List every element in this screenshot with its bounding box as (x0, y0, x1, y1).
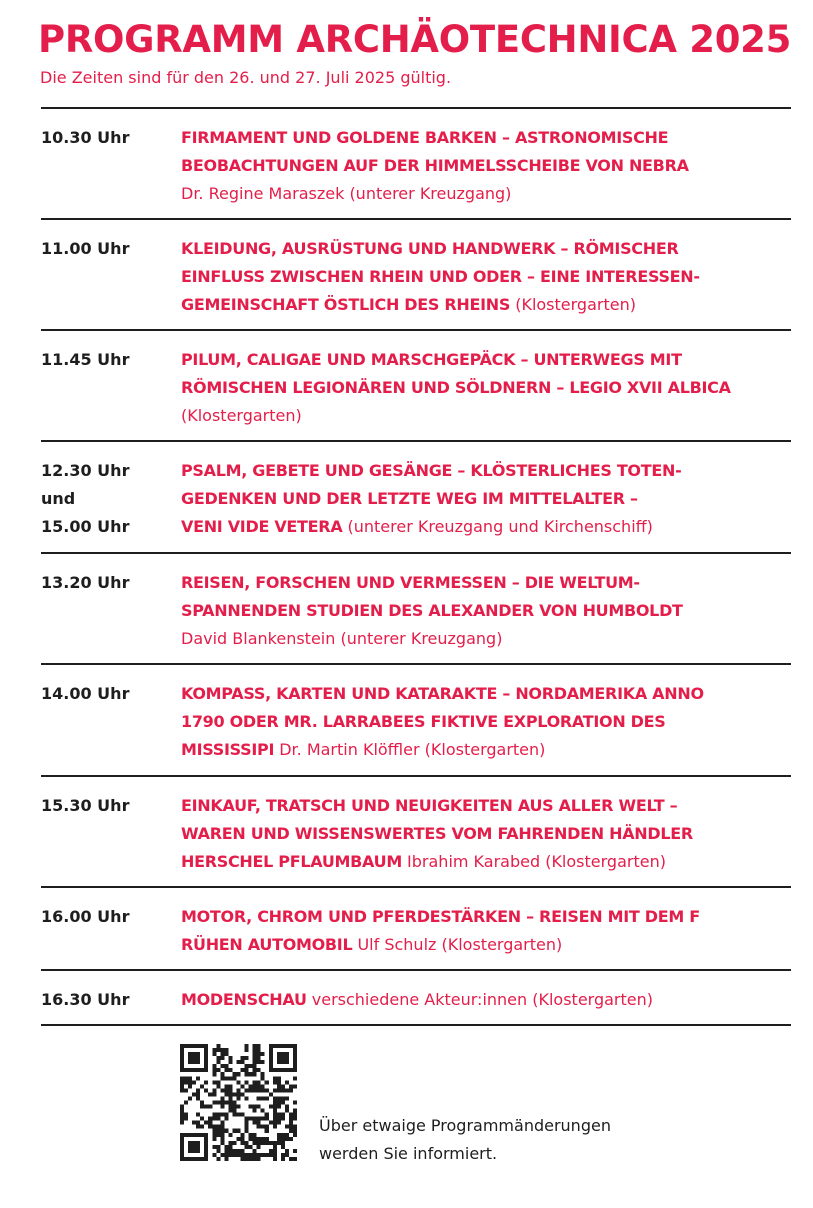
event-title: BEOBACHTUNGEN AUF DER HIMMELSSCHEIBE VON NEBRA (181, 156, 689, 175)
description-line (181, 180, 793, 208)
description-line (181, 235, 793, 263)
event-title: KOMPASS, KARTEN UND KATARAKTE – NORDAMERIKA ANNO (181, 684, 704, 703)
time-line: 15.30 Uhr (41, 796, 130, 815)
program-time (41, 986, 161, 1014)
event-title: FIRMAMENT UND GOLDENE BARKEN – ASTRONOMISCHE (181, 128, 669, 147)
page-title: PROGRAMM ARCHÄOTECHNICA 2025 (38, 18, 792, 61)
event-title: GEMEINSCHAFT ÖSTLICH DES RHEINS (181, 295, 511, 314)
description-line (181, 513, 793, 541)
event-title: REISEN, FORSCHEN UND VERMESSEN – DIE WELTUM- (181, 573, 640, 592)
note-line: werden Sie informiert. (319, 1144, 498, 1163)
time-line: und (41, 489, 76, 508)
description-line (181, 792, 793, 820)
description-line (181, 597, 793, 625)
event-title: HERSCHEL PFLAUMBAUM (181, 852, 402, 871)
description-line (181, 152, 793, 180)
event-details: Ulf Schulz (Klostergarten) (352, 935, 563, 954)
event-title: MODENSCHAU (181, 990, 307, 1009)
description-line (181, 820, 793, 848)
description-line (181, 986, 793, 1014)
event-details: Ibrahim Karabed (Klostergarten) (401, 852, 666, 871)
program-description (181, 680, 793, 764)
row-divider (41, 1024, 791, 1026)
description-line (181, 708, 793, 736)
event-title: VENI VIDE VETERA (181, 517, 343, 536)
description-line (181, 263, 793, 291)
program-time (41, 569, 161, 597)
program-description (181, 792, 793, 876)
row-divider (41, 886, 791, 888)
program-description (181, 235, 793, 319)
program-time (41, 680, 161, 708)
program-description (181, 457, 793, 541)
description-line (181, 485, 793, 513)
event-title: PILUM, CALIGAE UND MARSCHGEPÄCK – UNTERWEGS MIT (181, 350, 682, 369)
row-divider (41, 107, 791, 109)
program-time (41, 792, 161, 820)
program-description (181, 903, 793, 959)
program-time (41, 346, 161, 374)
program-time (41, 235, 161, 263)
description-line (181, 931, 793, 959)
row-divider (41, 329, 791, 331)
event-details: Dr. Regine Maraszek (unterer Kreuzgang) (181, 184, 512, 203)
event-details: Dr. Martin Klöffler (Klostergarten) (274, 740, 546, 759)
program-description (181, 346, 793, 430)
row-divider (41, 552, 791, 554)
event-title: MISSISSIPI (181, 740, 275, 759)
time-line: 11.00 Uhr (41, 239, 130, 258)
program-description (181, 569, 793, 653)
event-details: (Klostergarten) (181, 406, 302, 425)
page-subtitle: Die Zeiten sind für den 26. und 27. Juli 2025 gültig. (40, 68, 452, 87)
note-line: Über etwaige Programmänderungen (319, 1116, 611, 1135)
time-line: 10.30 Uhr (41, 128, 130, 147)
program-time (41, 457, 161, 541)
event-title: WAREN UND WISSENSWERTES VOM FAHRENDEN HÄNDLER (181, 824, 693, 843)
event-title: PSALM, GEBETE UND GESÄNGE – KLÖSTERLICHES TOTEN- (181, 461, 682, 480)
description-line (181, 374, 793, 402)
program-time (41, 903, 161, 931)
description-line (181, 625, 793, 653)
time-line: 11.45 Uhr (41, 350, 130, 369)
row-divider (41, 775, 791, 777)
description-line (181, 680, 793, 708)
time-line: 12.30 Uhr (41, 461, 130, 480)
program-time (41, 124, 161, 152)
time-line: 16.30 Uhr (41, 990, 130, 1009)
program-description (181, 124, 793, 208)
event-title: KLEIDUNG, AUSRÜSTUNG UND HANDWERK – RÖMISCHER (181, 239, 679, 258)
time-line: 13.20 Uhr (41, 573, 130, 592)
description-line (181, 736, 793, 764)
event-title: SPANNENDEN STUDIEN DES ALEXANDER VON HUMBOLDT (181, 601, 683, 620)
description-line (181, 903, 793, 931)
event-title: RÜHEN AUTOMOBIL (181, 935, 353, 954)
row-divider (41, 440, 791, 442)
event-title: EINKAUF, TRATSCH UND NEUIGKEITEN AUS ALLER WELT – (181, 796, 678, 815)
event-details: David Blankenstein (unterer Kreuzgang) (181, 629, 503, 648)
description-line (181, 346, 793, 374)
program-description (181, 986, 793, 1014)
time-line: 15.00 Uhr (41, 517, 130, 536)
description-line (181, 848, 793, 876)
description-line (181, 124, 793, 152)
event-details: verschiedene Akteur:innen (Klostergarten) (306, 990, 653, 1009)
time-line: 14.00 Uhr (41, 684, 130, 703)
time-line: 16.00 Uhr (41, 907, 130, 926)
program-change-note (319, 1112, 611, 1168)
row-divider (41, 969, 791, 971)
event-details: (unterer Kreuzgang und Kirchenschiff) (342, 517, 653, 536)
event-title: MOTOR, CHROM UND PFERDESTÄRKEN – REISEN MIT DEM F (181, 907, 700, 926)
description-line (181, 569, 793, 597)
row-divider (41, 663, 791, 665)
event-details: (Klostergarten) (510, 295, 636, 314)
event-title: EINFLUSS ZWISCHEN RHEIN UND ODER – EINE INTERESSEN- (181, 267, 700, 286)
event-title: GEDENKEN UND DER LETZTE WEG IM MITTELALTER – (181, 489, 638, 508)
description-line (181, 457, 793, 485)
event-title: 1790 ODER MR. LARRABEES FIKTIVE EXPLORATION DES (181, 712, 666, 731)
description-line (181, 402, 793, 430)
description-line (181, 291, 793, 319)
event-title: RÖMISCHEN LEGIONÄREN UND SÖLDNERN – LEGIO XVII ALBICA (181, 378, 731, 397)
row-divider (41, 218, 791, 220)
qr-code-icon[interactable] (180, 1044, 297, 1161)
